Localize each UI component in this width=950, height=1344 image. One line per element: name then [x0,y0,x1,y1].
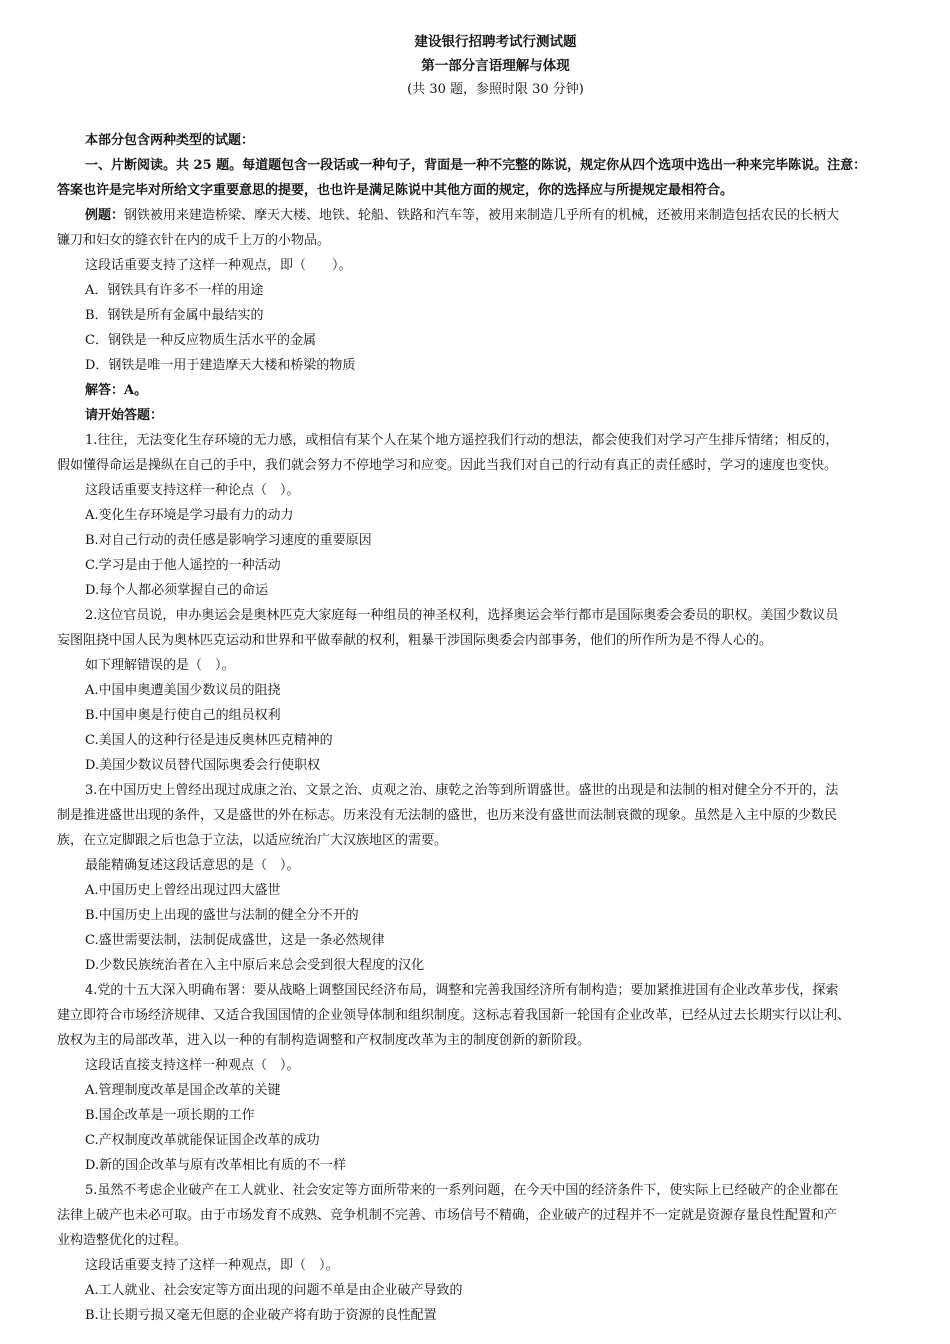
q1-stem-line2: 假如懂得命运是操纵在自己的手中，我们就会努力不停地学习和应变。因此当我们对自己的行动有真正的责任感时，学习的速度也变快。 [57,458,838,473]
q3-option-b: B.中国历史上出现的盛世与法制的健全分不开的 [85,908,359,923]
q1-option-b: B.对自己行动的责任感是影响学习速度的重要原因 [85,533,372,548]
example-option-c: C．钢铁是一种反应物质生活水平的金属 [85,333,316,348]
q2-stem-line2: 妄图阻挠中国人民为奥林匹克运动和世界和平做奉献的权利，粗暴干涉国际奥委会内部事务，他们的所作所为是不得人心的。 [57,633,773,648]
q3-stem-line2: 制是推进盛世出现的条件，又是盛世的外在标志。历来没有无法制的盛世，也历来没有盛世而法制衰微的现象。虽然是入主中原的少数民 [57,808,838,823]
q4-stem-line3: 放权为主的局部改革，进入以一种的有制构造调整和产权制度改革为主的制度创新的新阶段。 [57,1033,591,1048]
start-label: 请开始答题： [85,408,164,423]
spacer [57,102,934,128]
q4-stem-line1: 4.党的十五大深入明确布署：要从战略上调整国民经济布局，调整和完善我国经济所有制构造；要加紧推进国有企业改革步伐，探索 [85,983,839,998]
q3-stem-line1: 3.在中国历史上曾经出现过成康之治、文景之治、贞观之治、康乾之治等到所谓盛世。盛世的出现是和法制的相对健全分不开的，法 [85,783,839,798]
q5-stem-line2: 法律上破产也未必可取。由于市场发育不成熟、竞争机制不完善、市场信号不精确，企业破产的过程并不一定就是资源存量良性配置和产 [57,1208,838,1223]
q2-option-c: C.美国人的这种行径是违反奥林匹克精神的 [85,733,333,748]
example-option-b: B．钢铁是所有金属中最结实的 [85,308,264,323]
q4-option-d: D.新的国企改革与原有改革相比有质的不一样 [85,1158,347,1173]
q3-stem-line3: 族，在立定脚跟之后也急于立法，以适应统治广大汉族地区的需要。 [57,833,448,848]
example-answer: 解答：A。 [85,383,148,398]
document-title: 建设银行招聘考试行测试题 [414,34,577,50]
example-label: 例题： [85,208,125,223]
intro-types: 本部分包含两种类型的试题： [85,133,255,148]
q2-option-a: A.中国申奥遭美国少数议员的阻挠 [85,683,281,698]
q1-stem-line1: 1.往往，无法变化生存环境的无力感，或相信有某个人在某个地方遥控我们行动的想法，都会使我们对学习产生排斥情绪；相反的， [85,433,839,448]
example-text-line1 [57,203,934,228]
q4-question: 这段话直接支持这样一种观点（ ）。 [85,1058,300,1073]
q4-option-a: A.管理制度改革是国企改革的关键 [85,1083,281,1098]
intro-instruction-line2: 答案也许是完毕对所给文字重要意思的提要，也也许是满足陈说中其他方面的规定，你的选择应与所提规定最相符合。 [57,183,734,198]
q3-option-d: D.少数民族统治者在入主中原后来总会受到很大程度的汉化 [85,958,425,973]
q3-option-c: C.盛世需要法制，法制促成盛世，这是一条必然规律 [85,933,385,948]
q4-option-b: B.国企改革是一项长期的工作 [85,1108,255,1123]
q4-stem-line2: 建立即符合市场经济规律、又适合我国国情的企业领导体制和组织制度。这标志着我国新一轮国有企业改革，已经从过去长期实行以让利、 [57,1008,851,1023]
q1-option-a: A.变化生存环境是学习最有力的动力 [85,508,294,523]
q5-option-a: A.工人就业、社会安定等方面出现的问题不单是由企业破产导致的 [85,1283,463,1298]
q2-stem-line1: 2.这位官员说，申办奥运会是奥林匹克大家庭每一种组员的神圣权利，选择奥运会举行都市是国际奥委会委员的职权。美国少数议员 [85,608,839,623]
q5-stem-line3: 业构造整优化的过程。 [57,1233,188,1248]
example-option-d: D．钢铁是唯一用于建造摩天大楼和桥梁的物质 [85,358,356,373]
example-text: 钢铁被用来建造桥梁、摩天大楼、地铁、轮船、铁路和汽车等，被用来制造几乎所有的机械，还被用来制造包括农民的长柄大 [124,208,840,223]
q4-option-c: C.产权制度改革就能保证国企改革的成功 [85,1133,320,1148]
q1-option-d: D.每个人都必须掌握自己的命运 [85,583,269,598]
q5-question: 这段话重要支持了这样一种观点，即（ ）。 [85,1258,339,1273]
q2-option-d: D.美国少数议员替代国际奥委会行使职权 [85,758,321,773]
q2-question: 如下理解错误的是（ ）。 [85,658,235,673]
q1-option-c: C.学习是由于他人遥控的一种活动 [85,558,281,573]
q5-option-b: B.让长期亏损又毫无但愿的企业破产将有助于资源的良性配置 [85,1308,437,1323]
intro-instruction-line1: 一、片断阅读。共 25 题。每道题包含一段话或一种句子，背面是一种不完整的陈说，规定你从四个选项中选出一种来完毕陈说。注意： [85,158,867,173]
q5-stem-line1: 5.虽然不考虑企业破产在工人就业、社会安定等方面所带来的一系列问题，在今天中国的经济条件下，使实际上已经破产的企业都在 [85,1183,839,1198]
example-question: 这段话重要支持了这样一种观点，即（ ）。 [85,258,352,273]
q3-option-a: A.中国历史上曾经出现过四大盛世 [85,883,281,898]
section-title: 第一部分言语理解与体现 [421,58,570,74]
q3-question: 最能精确复述这段话意思的是（ ）。 [85,858,300,873]
q1-question: 这段话重要支持这样一种论点（ ）。 [85,483,300,498]
time-limit: (共 30 题，参照时限 30 分钟) [407,82,584,97]
example-option-a: A．钢铁具有许多不一样的用途 [85,283,264,298]
example-text-line2: 镰刀和妇女的缝衣针在内的成千上万的小物品。 [57,233,331,248]
q2-option-b: B.中国申奥是行使自己的组员权利 [85,708,281,723]
